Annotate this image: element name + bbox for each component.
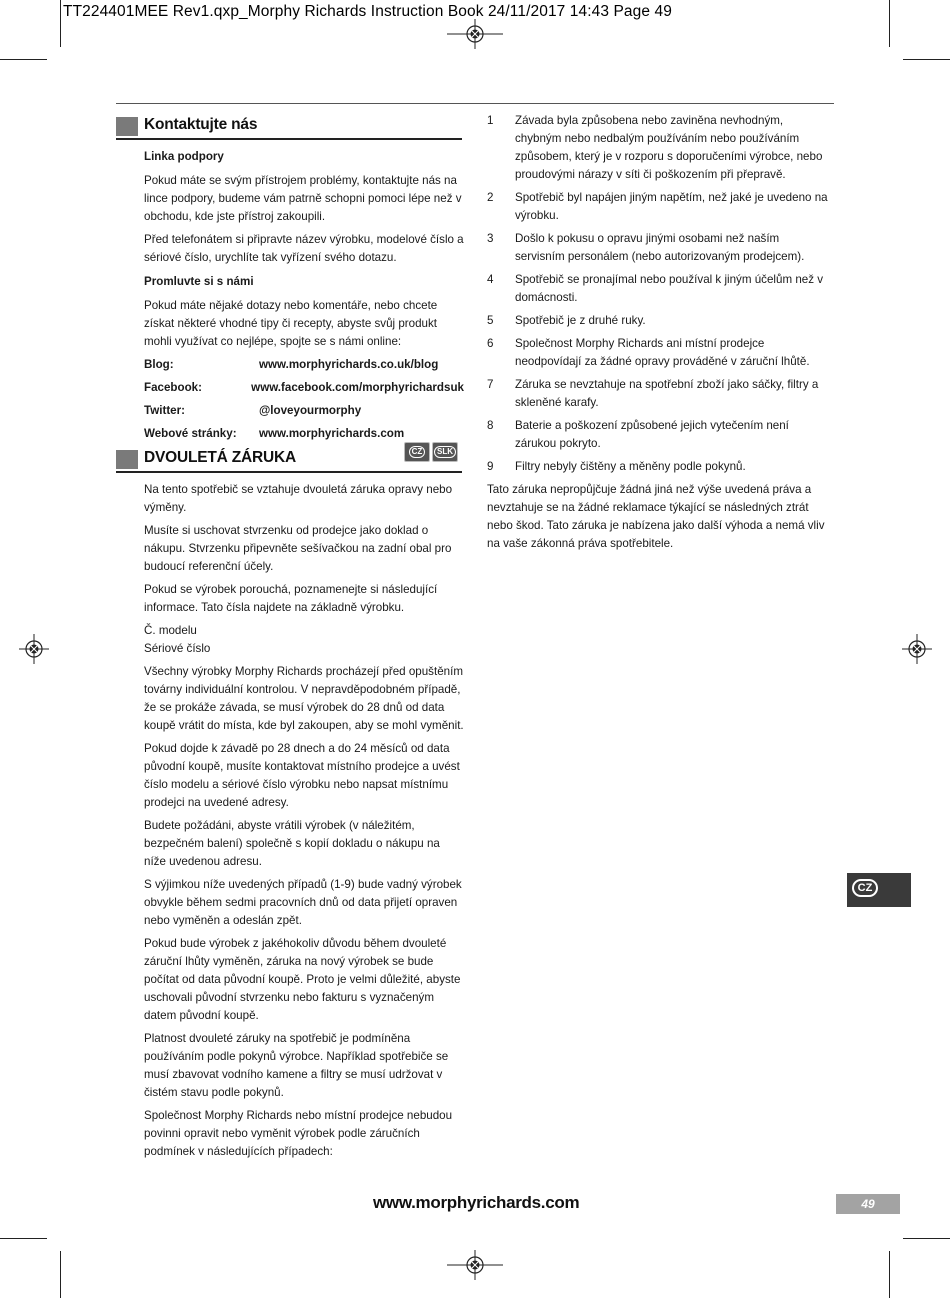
contact-link[interactable]: www.facebook.com/morphyrichardsuk [251,381,464,394]
right-column [487,112,832,558]
registration-mark-icon [902,634,932,664]
talk-paragraph: Pokud máte nějaké dotazy nebo komentáře, nebo chcete získat některé vhodné tipy či recepty, abyste svůj produkt mohli využívat co nejlépe, spojte se s námi online: [144,299,438,348]
registration-mark-icon [447,1250,503,1280]
crop-mark [60,1251,61,1298]
crop-mark [903,1238,950,1239]
crop-mark [889,1251,890,1298]
contact-row-facebook [144,379,464,397]
contact-row-blog [144,356,464,374]
contact-label: Blog: [144,358,174,371]
exclusion-item: 6 Společnost Morphy Richards ani místní prodejce neodpovídají za žádné opravy prováděné v záruční lhůtě. [487,337,810,368]
exclusion-item: 1 Závada byla způsobena nebo zaviněna nevhodným, chybným nebo nedbalým používáním nebo používáním způsobem, který je v rozporu s doporučeními výrobce, nebo proudovými nárazy v síti či poškozením při přepravě. [487,114,823,181]
support-paragraph: Před telefonátem si připravte název výrobku, modelové číslo a sériové číslo, urychlíte tak vyřízení svého dotazu. [144,233,464,264]
warranty-paragraph: Všechny výrobky Morphy Richards procházejí před opuštěním továrny individuální kontrolou. V nepravděpodobném případě, že se prokáže závada, se musí výrobek do 28 dnů od data koupě vrátit do místa, kde byl zakoupen, aby se mohl vyměnit. [144,665,464,732]
exclusion-item: 4 Spotřebič se pronajímal nebo používal k jiným účelům než v domácnosti. [487,273,824,304]
contact-row-website [144,425,464,443]
crop-mark [0,59,47,60]
support-paragraph: Pokud máte se svým přístrojem problémy, kontaktujte nás na lince podpory, budeme vám patrně schopni pomoci lépe než v obchodu, kde jste přístroj zakoupili. [144,174,462,223]
warranty-paragraph: Musíte si uschovat stvrzenku od prodejce jako doklad o nákupu. Stvrzenku připevněte sešívačkou na zadní obal pro budoucí referenční účely. [144,524,452,573]
crop-mark [903,59,950,60]
crop-mark [889,0,890,47]
serial-number-line: Sériové číslo [144,642,211,655]
support-heading: Linka podpory [144,150,224,163]
language-badges [404,442,458,462]
warranty-paragraph: Platnost dvouleté záruky na spotřebič je podmíněna používáním podle pokynů výrobce. Například spotřebiče se musí zbavovat vodního kamene a filtry se musí udržovat v čistém stavu podle pokynů. [144,1032,449,1099]
contact-section-header [116,116,462,140]
crop-mark [0,1238,47,1239]
exclusion-item: 2 Spotřebič byl napájen jiným napětím, než jaké je uvedeno na výrobku. [487,191,828,222]
exclusion-item: 8 Baterie a poškození způsobené jejich vytečením není zárukou pokryto. [487,419,789,450]
warranty-paragraph: Pokud bude výrobek z jakéhokoliv důvodu během dvouleté záruční lhůty vyměněn, záruka na nový výrobek se bude počítat od data původní koupě. Proto je velmi důležité, abyste uschovali původní stvrzenku nebo fakturu s vyznačeným datem původní koupě. [144,937,461,1022]
language-side-tab [847,873,911,907]
exclusion-item: 3 Došlo k pokusu o opravu jinými osobami než naším servisním personálem (nebo autorizovaným prodejcem). [487,232,805,263]
left-column [144,116,464,1166]
warranty-section-header [116,449,462,473]
top-rule [116,103,834,104]
crop-mark [60,0,61,47]
print-slug: TT224401MEE Rev1.qxp_Morphy Richards Instruction Book 24/11/2017 14:43 Page 49 [63,3,672,20]
model-number-line: Č. modelu [144,624,197,637]
talk-heading: Promluvte si s námi [144,275,254,288]
section-marker [116,117,138,136]
warranty-paragraph: S výjimkou níže uvedených případů (1-9) bude vadný výrobek obvykle během sedmi pracovních dnů od data přijetí opraven nebo vyměněn a odeslán zpět. [144,878,462,927]
warranty-title: DVOULETÁ ZÁRUKA [144,449,296,466]
exclusion-item: 7 Záruka se nevztahuje na spotřební zboží jako sáčky, filtry a skleněné karafy. [487,378,819,409]
language-tab-label: CZ [852,879,878,897]
contact-title: Kontaktujte nás [144,116,258,133]
contact-label: Facebook: [144,381,202,394]
registration-mark-icon [447,19,503,49]
page-number: 49 [836,1194,900,1214]
warranty-paragraph: Pokud se výrobek porouchá, poznamenejte si následující informace. Tato čísla najdete na základně výrobku. [144,583,438,614]
contact-link[interactable]: www.morphyrichards.co.uk/blog [259,358,439,371]
contact-row-twitter [144,402,464,420]
registration-mark-icon [19,634,49,664]
lang-badge-slk: SLK [432,442,458,462]
footer-website[interactable]: www.morphyrichards.com [373,1193,580,1212]
contact-link[interactable]: @loveyourmorphy [259,404,362,417]
warranty-paragraph: Budete požádáni, abyste vrátili výrobek (v náležitém, bezpečném balení) společně s kopií dokladu o nákupu na níže uvedenou adresu. [144,819,440,868]
exclusion-item: 9 Filtry nebyly čištěny a měněny podle pokynů. [487,460,746,473]
warranty-paragraph: Společnost Morphy Richards nebo místní prodejce nebudou povinni opravit nebo vyměnit výrobek podle záručních podmínek v následujících případech: [144,1109,453,1158]
contact-link[interactable]: www.morphyrichards.com [259,427,405,440]
section-marker [116,450,138,469]
exclusion-item: 5 Spotřebič je z druhé ruky. [487,314,646,327]
contact-label: Webové stránky: [144,427,237,440]
lang-badge-cz: CZ [404,442,430,462]
contact-label: Twitter: [144,404,186,417]
closing-paragraph: Tato záruka nepropůjčuje žádná jiná než výše uvedená práva a nevztahuje se na žádné reklamace týkající se následných ztrát nebo škod. Tato záruka je nabízena jako další výhoda a nemá vliv na vaše zákonná práva spotřebitele. [487,483,825,550]
warranty-paragraph: Na tento spotřebič se vztahuje dvouletá záruka opravy nebo výměny. [144,483,453,514]
warranty-paragraph: Pokud dojde k závadě po 28 dnech a do 24 měsíců od data původní koupě, musíte kontaktovat místního prodejce a uvést číslo modelu a sériové číslo výrobku nebo napsat místnímu prodejci na uvedené adresy. [144,742,460,809]
